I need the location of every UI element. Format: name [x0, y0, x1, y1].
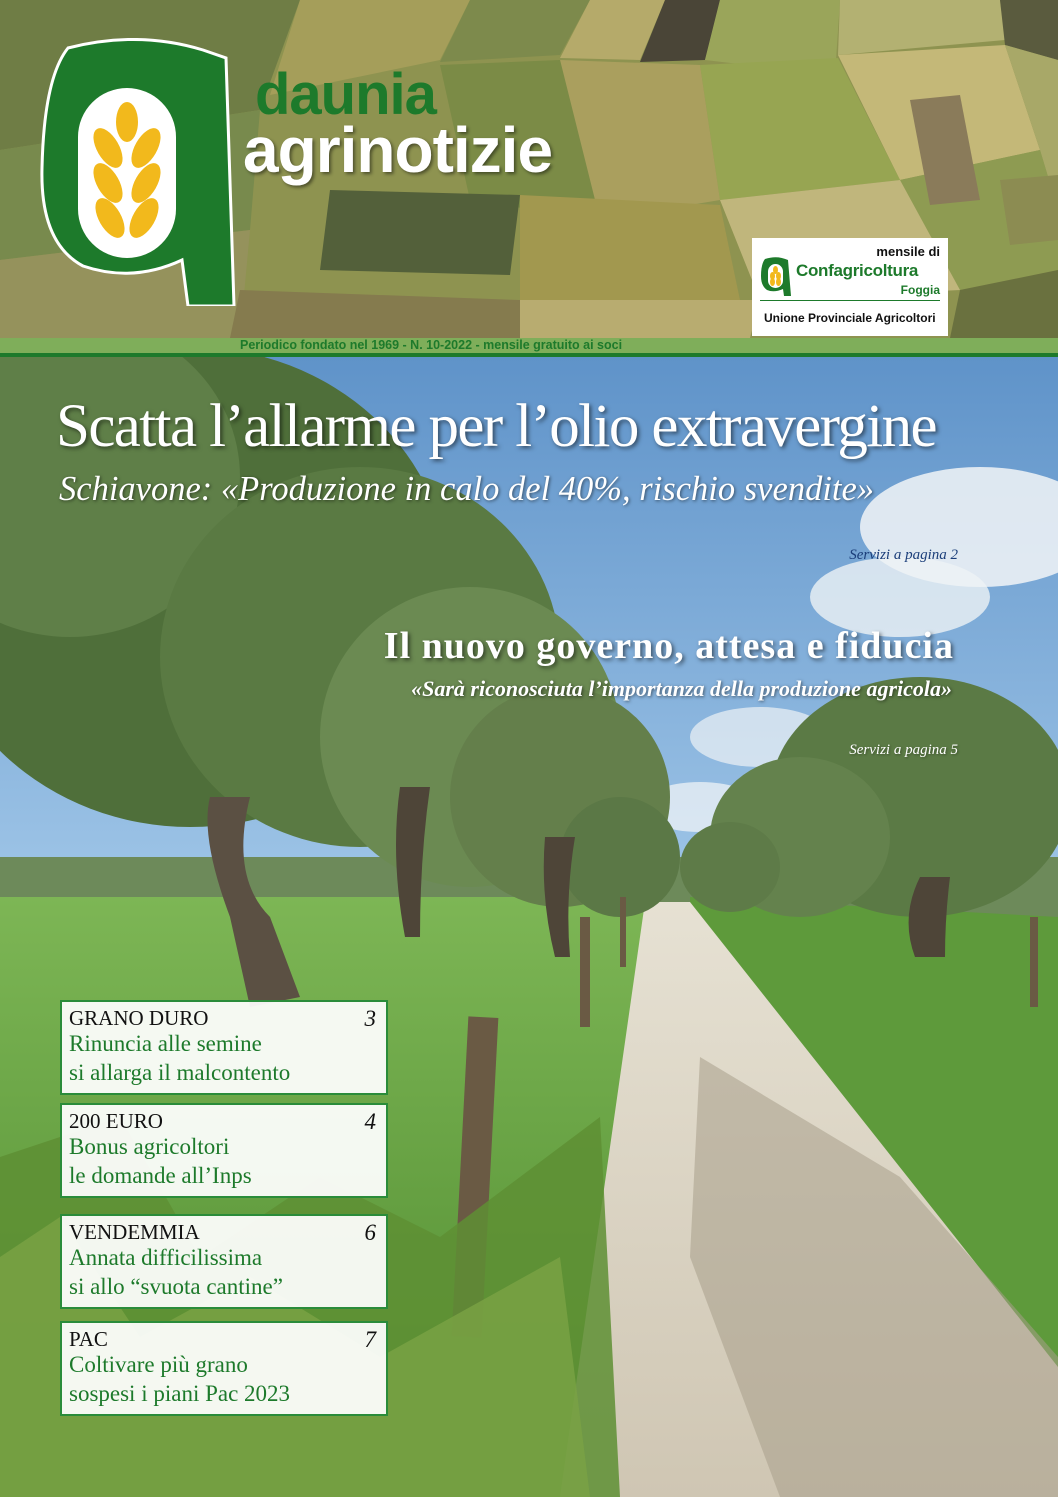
teaser-page-number: 7: [364, 1327, 376, 1352]
teaser-line: Rinuncia alle semine: [69, 1031, 262, 1056]
masthead: [0, 0, 1058, 338]
main-headline-page-ref: Servizi a pagina 2: [849, 547, 958, 563]
teaser-category: VENDEMMIA: [69, 1220, 200, 1244]
teaser-category: GRANO DURO: [69, 1006, 209, 1030]
teaser-box-grano-duro: [60, 1000, 388, 1095]
teaser-line: le domande all’Inps: [69, 1163, 252, 1188]
publisher-name: Confagricoltura: [796, 261, 919, 280]
publisher-union: Unione Provinciale Agricoltori: [764, 311, 936, 325]
teaser-box-200-euro: [60, 1103, 388, 1198]
teaser-line: si allo “svuota cantine”: [69, 1274, 283, 1299]
teaser-box-pac: [60, 1321, 388, 1416]
teaser-page-number: 6: [364, 1220, 376, 1245]
teaser-category: 200 EURO: [69, 1109, 163, 1133]
publisher-divider: [760, 300, 940, 301]
teaser-category: PAC: [69, 1327, 108, 1351]
agrinotizie-logo: [38, 38, 243, 306]
masthead-title-daunia: daunia: [255, 62, 436, 127]
publisher-city: Foggia: [900, 283, 940, 297]
second-headline: Il nuovo governo, attesa e fiducia: [383, 625, 954, 667]
publisher-badge: [752, 238, 948, 336]
second-headline-subtitle: «Sarà riconosciuta l’importanza della produzione agricola»: [411, 676, 952, 701]
teaser-line: Coltivare più grano: [69, 1352, 248, 1377]
teaser-line: si allarga il malcontento: [69, 1060, 291, 1085]
issue-info-line: Periodico fondato nel 1969 - N. 10-2022 - mensile gratuito ai soci: [240, 338, 623, 352]
teaser-box-vendemmia: [60, 1214, 388, 1309]
second-headline-page-ref: Servizi a pagina 5: [849, 742, 958, 758]
confagricoltura-icon: [760, 256, 794, 296]
teaser-page-number: 4: [364, 1109, 376, 1134]
teaser-line: Bonus agricoltori: [69, 1134, 230, 1159]
main-headline: Scatta l’allarme per l’olio extravergine: [56, 393, 936, 460]
teaser-line: sospesi i piani Pac 2023: [69, 1381, 291, 1406]
publisher-label: mensile di: [876, 244, 940, 259]
main-headline-subtitle: Schiavone: «Produzione in calo del 40%, rischio svendite»: [59, 470, 875, 508]
masthead-title-agrinotizie: agrinotizie: [243, 114, 553, 186]
teaser-page-number: 3: [364, 1006, 376, 1031]
teaser-line: Annata difficilissima: [69, 1245, 263, 1270]
